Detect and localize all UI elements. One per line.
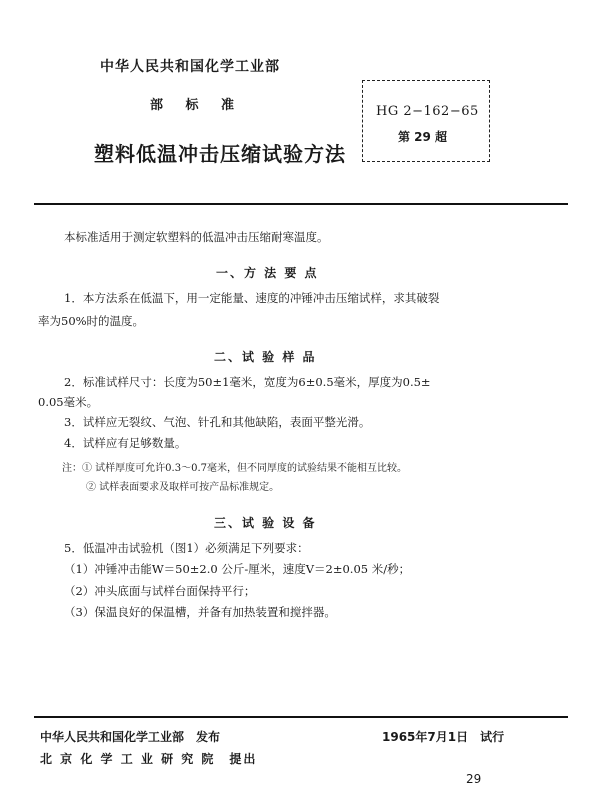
paragraph-5: 5．低温冲击试验机（图1）必须满足下列要求： (64, 541, 309, 555)
paragraph-4: 4．试样应有足够数量。 (64, 436, 187, 450)
document-title: 塑料低温冲击压缩试验方法 (94, 142, 346, 166)
paragraph-2-line-2: 0.05毫米。 (38, 395, 99, 409)
intro-paragraph: 本标准适用于测定软塑料的低温冲击压缩耐寒温度。 (64, 230, 329, 244)
note-1: 注：① 试样厚度可允许0.3～0.7毫米，但不同厚度的试验结果不能相互比较。 (62, 463, 407, 474)
standard-code-box (362, 80, 490, 162)
note-2: ② 试样表面要求及取样可按产品标准规定。 (86, 482, 280, 493)
paragraph-5-item-1: （1）冲锤冲击能W＝50±2.0 公斤-厘米，速度V＝2±0.05 米/秒； (64, 562, 411, 576)
section-heading-method: 一、方 法 要 点 (216, 266, 319, 280)
standard-code: HG 2−162−65 (376, 104, 479, 119)
paragraph-5-item-3: （3）保温良好的保温槽，并备有加热装置和搅拌器。 (64, 605, 336, 619)
footer-date: 1965年7月1日 试行 (382, 730, 505, 744)
paragraph-3: 3．试样应无裂纹、气泡、针孔和其他缺陷，表面平整光滑。 (64, 415, 371, 429)
paragraph-2-line-1: 2．标准试样尺寸：长度为50±1毫米，宽度为6±0.5毫米，厚度为0.5± (64, 375, 431, 389)
footer-issuer: 中华人民共和国化学工业部 发布 (40, 730, 221, 744)
standard-edition: 第 29 超 (398, 130, 448, 144)
header-divider (34, 203, 568, 205)
paragraph-5-item-2: （2）冲头底面与试样台面保持平行； (64, 584, 256, 598)
section-heading-sample: 二、试 验 样 品 (214, 350, 317, 364)
paragraph-1-line-1: 1．本方法系在低温下，用一定能量、速度的冲锤冲击压缩试样，求其破裂 (64, 291, 440, 305)
footer-proposer: 北 京 化 学 工 业 研 究 院 提出 (40, 752, 258, 766)
ministry-name: 中华人民共和国化学工业部 (100, 59, 280, 75)
paragraph-1-line-2: 率为50%时的温度。 (38, 314, 145, 328)
footer-divider (34, 716, 568, 718)
section-heading-equipment: 三、试 验 设 备 (214, 516, 317, 530)
page-number: 29 (466, 772, 482, 786)
standard-type: 部 标 准 (150, 98, 235, 113)
